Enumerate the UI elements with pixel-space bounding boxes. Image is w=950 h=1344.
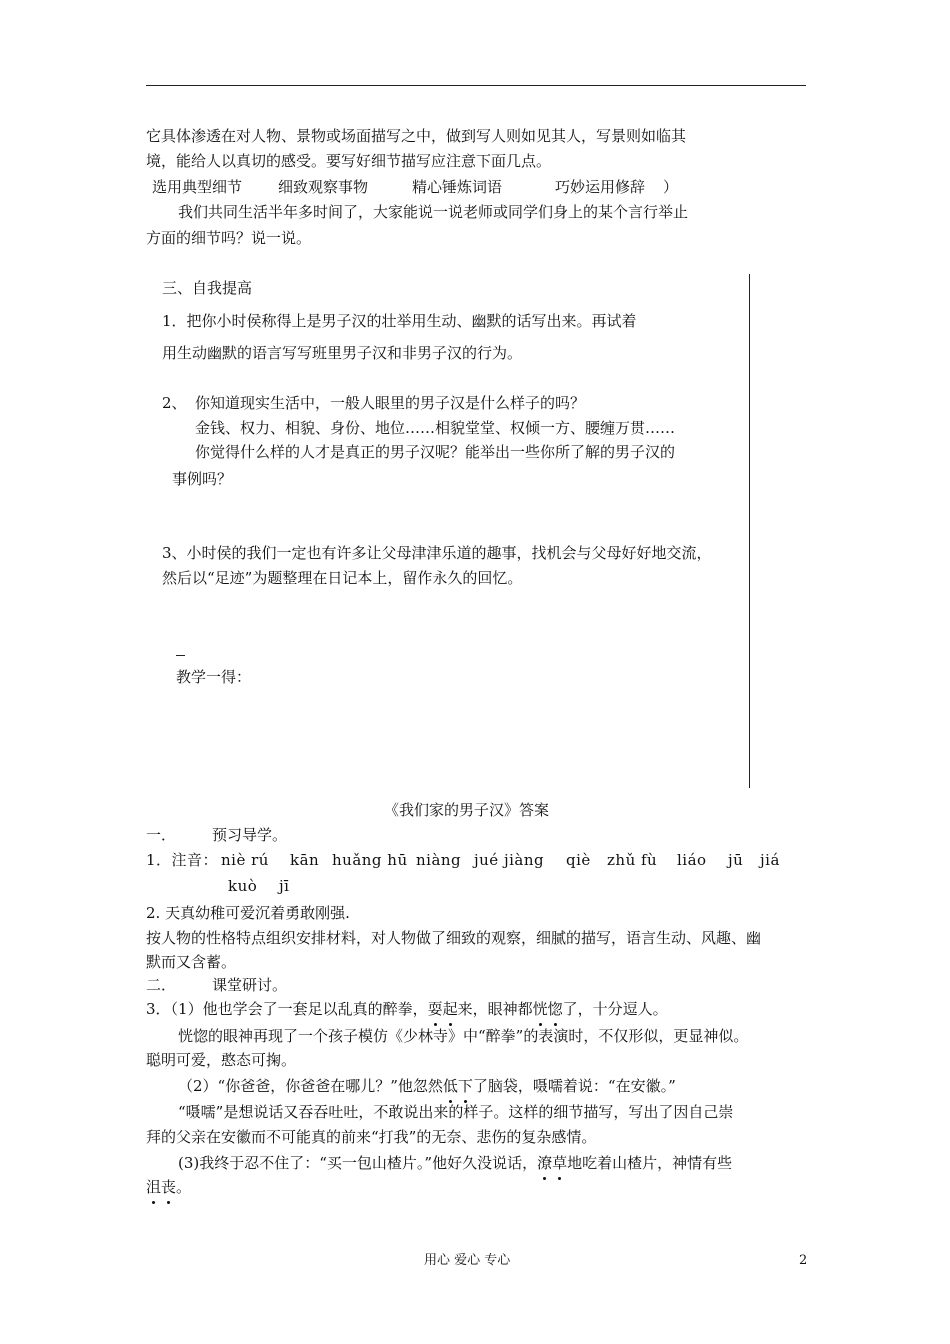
- tip-2: 细致观察事物: [278, 178, 369, 196]
- answer-3-3-text: (3)我终于忍不住了：“买一包山楂片。”他好久没说话，: [178, 1154, 538, 1172]
- para-line-2: 境，能给人以真切的感受。要写好细节描写应注意下面几点。: [146, 152, 552, 170]
- pinyin-prefix: 1．注音：: [146, 851, 219, 869]
- pinyin-item: liáo: [677, 851, 707, 869]
- tip-close: ）: [663, 178, 679, 196]
- answer-3-2-text: 了脑袋，嗫嚅着说：“在安徽。”: [472, 1077, 676, 1095]
- header-rule: [146, 85, 806, 86]
- part-2-number: 二．: [146, 976, 177, 994]
- emphasis-text: 低下: [442, 1077, 473, 1095]
- pinyin-item: kān: [290, 851, 320, 869]
- para-line-5: 方面的细节吗？说一说。: [146, 229, 312, 247]
- section-heading: 三、自我提高: [162, 279, 253, 297]
- question-1-line-2: 用生动幽默的语言写写班里男子汉和非男子汉的行为。: [162, 344, 523, 362]
- answer-3-3: [178, 1153, 732, 1173]
- pinyin-item: niàng: [416, 851, 462, 869]
- part-2-label: 课堂研讨。: [212, 976, 288, 994]
- part-1-label: 预习导学。: [212, 826, 288, 844]
- emphasis-text: 恍惚: [532, 1000, 563, 1018]
- pinyin-item: zhǔ fù: [607, 851, 658, 869]
- pinyin-item: jué jiàng: [474, 851, 545, 869]
- short-dash: [176, 655, 185, 656]
- margin-line: [749, 274, 750, 788]
- answer-3-3-text: 。: [176, 1178, 192, 1196]
- emphasis-text: 沮丧: [146, 1178, 177, 1196]
- para-line-1: 它具体渗透在对人物、景物或场面描写之中，做到写人则如见其人，写景则如临其: [146, 127, 687, 145]
- teaching-notes-label: 教学一得：: [176, 668, 252, 686]
- answer-3-2-text: （2）“你爸爸，你爸爸在哪儿？”他忽然: [178, 1077, 443, 1095]
- answers-title: 《我们家的男子汉》答案: [384, 801, 550, 819]
- answer-3-1-explain: 恍惚的眼神再现了一个孩子模仿《少林寺》中“醉拳”的表演时，不仅形似，更显神似。: [178, 1027, 749, 1045]
- answer-2: 2. 天真幼稚可爱沉着勇敢刚强.: [146, 904, 350, 922]
- answer-3-2: [178, 1076, 676, 1096]
- question-2-line-3: 你觉得什么样的人才是真正的男子汉呢？能举出一些你所了解的男子汉的: [195, 443, 676, 461]
- question-2-number: 2、: [162, 394, 187, 412]
- question-3-line-1: 3、小时侯的我们一定也有许多让父母津津乐道的趣事，找机会与父母好好地交流，: [162, 544, 712, 562]
- emphasis-text: 潦草: [537, 1154, 568, 1172]
- question-2-line-4: 事例吗？: [172, 470, 233, 488]
- question-2-text: 你知道现实生活中，一般人眼里的男子汉是什么样子的吗？: [195, 394, 586, 412]
- answer-3-3-text: 地吃着山楂片，神情有些: [567, 1154, 733, 1172]
- answer-3-1-text: 3．（1）他也学会了一套足以乱真的醉拳，: [146, 1000, 428, 1018]
- answer-3-3-line-2: [146, 1177, 191, 1197]
- tip-4: 巧妙运用修辞: [555, 178, 646, 196]
- page-number: 2: [799, 1253, 808, 1268]
- answer-3-2-explain: “嗫嚅”是想说话又吞吞吐吐，不敢说出来的样子。这样的细节描写，写出了因自己崇: [178, 1103, 734, 1121]
- pinyin-item: qiè: [566, 851, 591, 869]
- pinyin-item: kuò: [228, 877, 258, 895]
- para-line-4: 我们共同生活半年多时间了，大家能说一说老师或同学们身上的某个言行举止: [178, 203, 689, 221]
- pinyin-item: niè rú: [221, 851, 269, 869]
- tip-3: 精心锤炼词语: [412, 178, 503, 196]
- emphasis-text: 耍起: [427, 1000, 458, 1018]
- pinyin-item: jiá: [760, 851, 780, 869]
- question-2-list: 金钱、权力、相貌、身份、地位……相貌堂堂、权倾一方、腰缠万贯……: [195, 419, 676, 437]
- question-1-line-1: 1．把你小时侯称得上是男子汉的壮举用生动、幽默的话写出来。再试着: [162, 312, 637, 330]
- answer-3-1-explain-2: 聪明可爱，憨态可掬。: [146, 1051, 297, 1069]
- pinyin-item: jī: [279, 877, 290, 895]
- pinyin-item: jū: [728, 851, 744, 869]
- answer-3-1-text: 了，十分逗人。: [562, 1000, 668, 1018]
- answer-3-1-text: 来，眼神都: [457, 1000, 533, 1018]
- footer-motto: 用心 爱心 专心: [424, 1253, 511, 1268]
- answer-2-line-3: 默而又含蓄。: [146, 953, 237, 971]
- answer-3-1: [146, 999, 668, 1019]
- answer-3-2-explain-2: 拜的父亲在安徽而不可能真的前来“打我”的无奈、悲伤的复杂感情。: [146, 1128, 597, 1146]
- tip-1: 选用典型细节: [152, 178, 243, 196]
- pinyin-item: huǎng hū: [332, 851, 408, 869]
- answer-2-line-2: 按人物的性格特点组织安排材料，对人物做了细致的观察，细腻的描写，语言生动、风趣、幽: [146, 929, 762, 947]
- part-1-number: 一．: [146, 826, 177, 844]
- question-3-line-2: 然后以“足迹”为题整理在日记本上，留作永久的回忆。: [162, 569, 523, 587]
